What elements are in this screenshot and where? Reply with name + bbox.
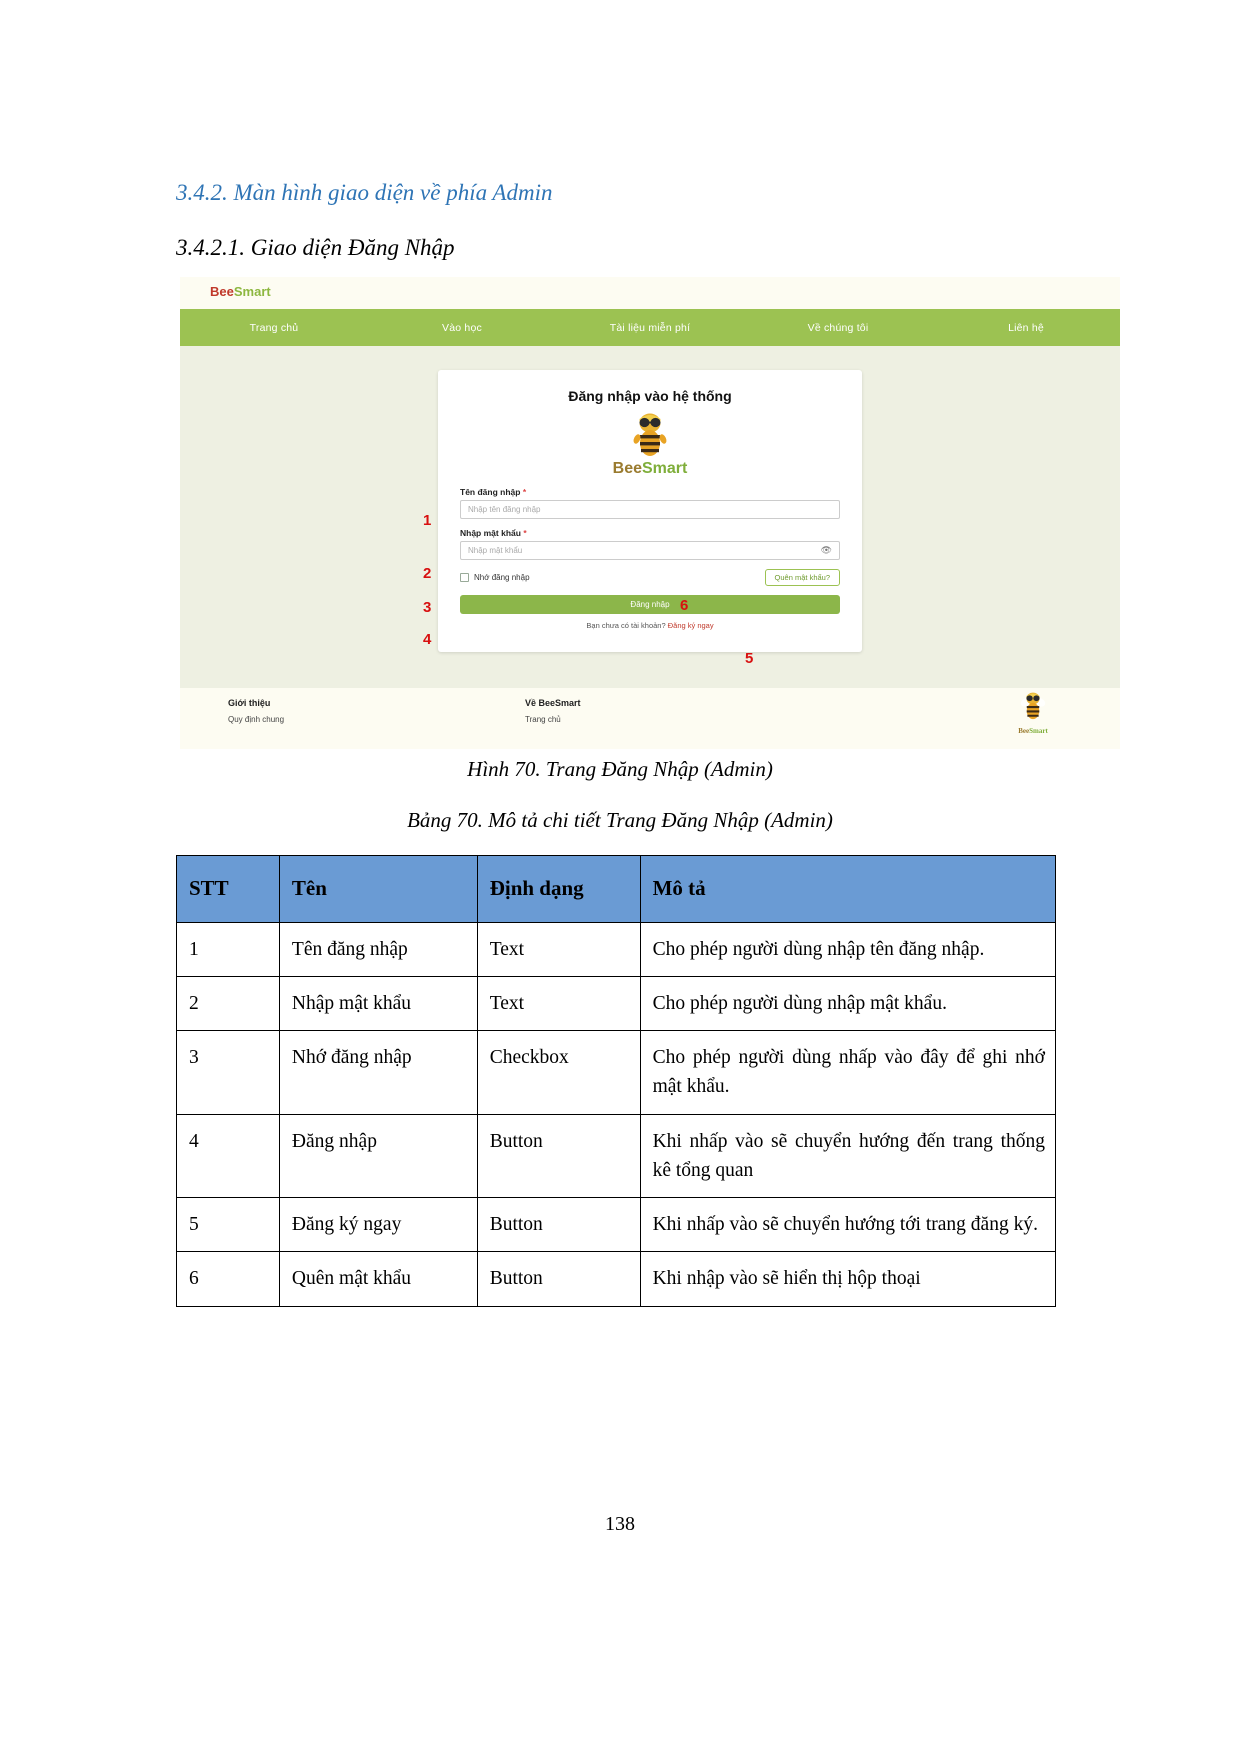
register-now-link[interactable]: Đăng ký ngay: [667, 621, 714, 630]
spec-table: [176, 855, 1056, 1307]
cell-dinh-dang: Button: [477, 1198, 640, 1252]
password-label-text: Nhập mật khẩu: [460, 528, 521, 538]
cell-stt: 3: [177, 1031, 280, 1115]
annotation-3: 3: [423, 599, 432, 616]
remember-me-checkbox[interactable]: [460, 573, 469, 582]
username-placeholder: Nhập tên đăng nhập: [468, 505, 541, 514]
table-row: [177, 1031, 1056, 1115]
figure-caption: Hình 70. Trang Đăng Nhập (Admin): [467, 757, 773, 781]
footer-heading-about: Về BeeSmart: [525, 698, 581, 708]
footer-brand-smart: Smart: [1029, 727, 1048, 735]
login-submit-button[interactable]: Đăng nhập: [460, 595, 840, 614]
table-header-row: [177, 856, 1056, 923]
subsection-heading: 3.4.2.1. Giao diện Đăng Nhập: [176, 235, 455, 260]
cell-ten: Nhập mật khẩu: [279, 976, 477, 1030]
cell-ten: Đăng ký ngay: [279, 1198, 477, 1252]
bee-mascot-icon: [460, 410, 840, 462]
username-required-mark: *: [522, 487, 527, 497]
nav-item-about-us[interactable]: Về chúng tôi: [807, 321, 869, 334]
forgot-password-button[interactable]: Quên mật khẩu?: [765, 569, 840, 586]
login-title: Đăng nhập vào hệ thống: [568, 388, 732, 404]
table-row: [177, 1114, 1056, 1198]
annotation-5: 5: [745, 650, 754, 667]
footer-col-intro: [228, 698, 284, 724]
remember-me-label: Nhớ đăng nhập: [474, 573, 530, 582]
options-row: [460, 569, 840, 586]
card-brand-smart: Smart: [642, 460, 688, 477]
cell-stt: 4: [177, 1114, 280, 1198]
cell-ten: Tên đăng nhập: [279, 922, 477, 976]
table-header-mo-ta: Mô tả: [640, 856, 1055, 923]
cell-mo-ta: Khi nhấp vào sẽ chuyển hướng tới trang đăng ký.: [640, 1198, 1055, 1252]
section-heading: 3.4.2. Màn hình giao diện về phía Admin: [176, 180, 553, 205]
password-required-mark: *: [523, 528, 527, 538]
cell-mo-ta: Khi nhập vào sẽ hiển thị hộp thoại: [640, 1252, 1055, 1306]
register-prompt-text: Bạn chưa có tài khoản?: [586, 621, 666, 630]
nav-item-free-materials[interactable]: Tài liệu miễn phí: [609, 321, 691, 334]
site-content-area: [180, 346, 1120, 688]
annotation-6: 6: [680, 597, 689, 614]
cell-dinh-dang: Text: [477, 922, 640, 976]
table-header-dinh-dang: Định dạng: [477, 856, 640, 923]
cell-stt: 5: [177, 1198, 280, 1252]
footer-bee-logo: [1018, 690, 1048, 735]
footer-link-general-rules[interactable]: Quy định chung: [228, 715, 285, 724]
annotation-2: 2: [423, 565, 432, 582]
username-input[interactable]: [460, 500, 840, 519]
annotation-4: 4: [423, 631, 432, 648]
cell-dinh-dang: Text: [477, 976, 640, 1030]
table-caption: Bảng 70. Mô tả chi tiết Trang Đăng Nhập (Admin): [407, 808, 833, 832]
nav-item-home[interactable]: Trang chủ: [249, 321, 299, 334]
annotation-1: 1: [423, 512, 432, 529]
cell-ten: Nhớ đăng nhập: [279, 1031, 477, 1115]
login-card: [438, 370, 862, 652]
logo-text-smart: Smart: [233, 284, 271, 299]
footer-heading-intro: Giới thiệu: [228, 698, 271, 708]
nav-item-learn[interactable]: Vào học: [442, 321, 482, 334]
cell-ten: Đăng nhập: [279, 1114, 477, 1198]
table-row: [177, 1198, 1056, 1252]
cell-ten: Quên mật khẩu: [279, 1252, 477, 1306]
cell-stt: 2: [177, 976, 280, 1030]
cell-stt: 1: [177, 922, 280, 976]
logo-text-bee: Bee: [210, 284, 234, 299]
table-row: [177, 922, 1056, 976]
cell-dinh-dang: Button: [477, 1114, 640, 1198]
cell-dinh-dang: Checkbox: [477, 1031, 640, 1115]
cell-mo-ta: Cho phép người dùng nhấp vào đây để ghi nhớ mật khẩu.: [640, 1031, 1055, 1115]
page-number: 138: [605, 1513, 635, 1535]
site-topbar: [180, 277, 1120, 309]
footer-link-home[interactable]: Trang chủ: [525, 715, 561, 724]
table-header-stt: STT: [177, 856, 280, 923]
remember-me-group[interactable]: [460, 573, 530, 582]
site-navigation: [180, 309, 1120, 346]
nav-item-contact[interactable]: Liên hệ: [1008, 321, 1044, 334]
eye-icon[interactable]: 👁: [820, 545, 832, 555]
cell-mo-ta: Cho phép người dùng nhập mật khẩu.: [640, 976, 1055, 1030]
register-prompt-row: [460, 621, 840, 630]
footer-col-about: [525, 698, 581, 724]
cell-dinh-dang: Button: [477, 1252, 640, 1306]
cell-stt: 6: [177, 1252, 280, 1306]
login-screenshot-figure: [180, 277, 1120, 749]
table-header-ten: Tên: [279, 856, 477, 923]
footer-brand-bee: Bee: [1018, 727, 1030, 735]
password-label: [460, 528, 840, 538]
site-footer: [180, 688, 1120, 749]
card-brand-bee: Bee: [612, 460, 642, 477]
card-brand: [460, 460, 840, 478]
username-label-text: Tên đăng nhập: [460, 487, 521, 497]
footer-brand-text: [1018, 727, 1048, 735]
table-row: [177, 976, 1056, 1030]
site-logo: [210, 284, 271, 299]
username-label: [460, 487, 840, 497]
cell-mo-ta: Khi nhấp vào sẽ chuyển hướng đến trang thống kê tổng quan: [640, 1114, 1055, 1198]
password-input[interactable]: [460, 541, 840, 560]
password-placeholder: Nhập mật khẩu: [468, 546, 523, 555]
cell-mo-ta: Cho phép người dùng nhập tên đăng nhập.: [640, 922, 1055, 976]
table-row: [177, 1252, 1056, 1306]
